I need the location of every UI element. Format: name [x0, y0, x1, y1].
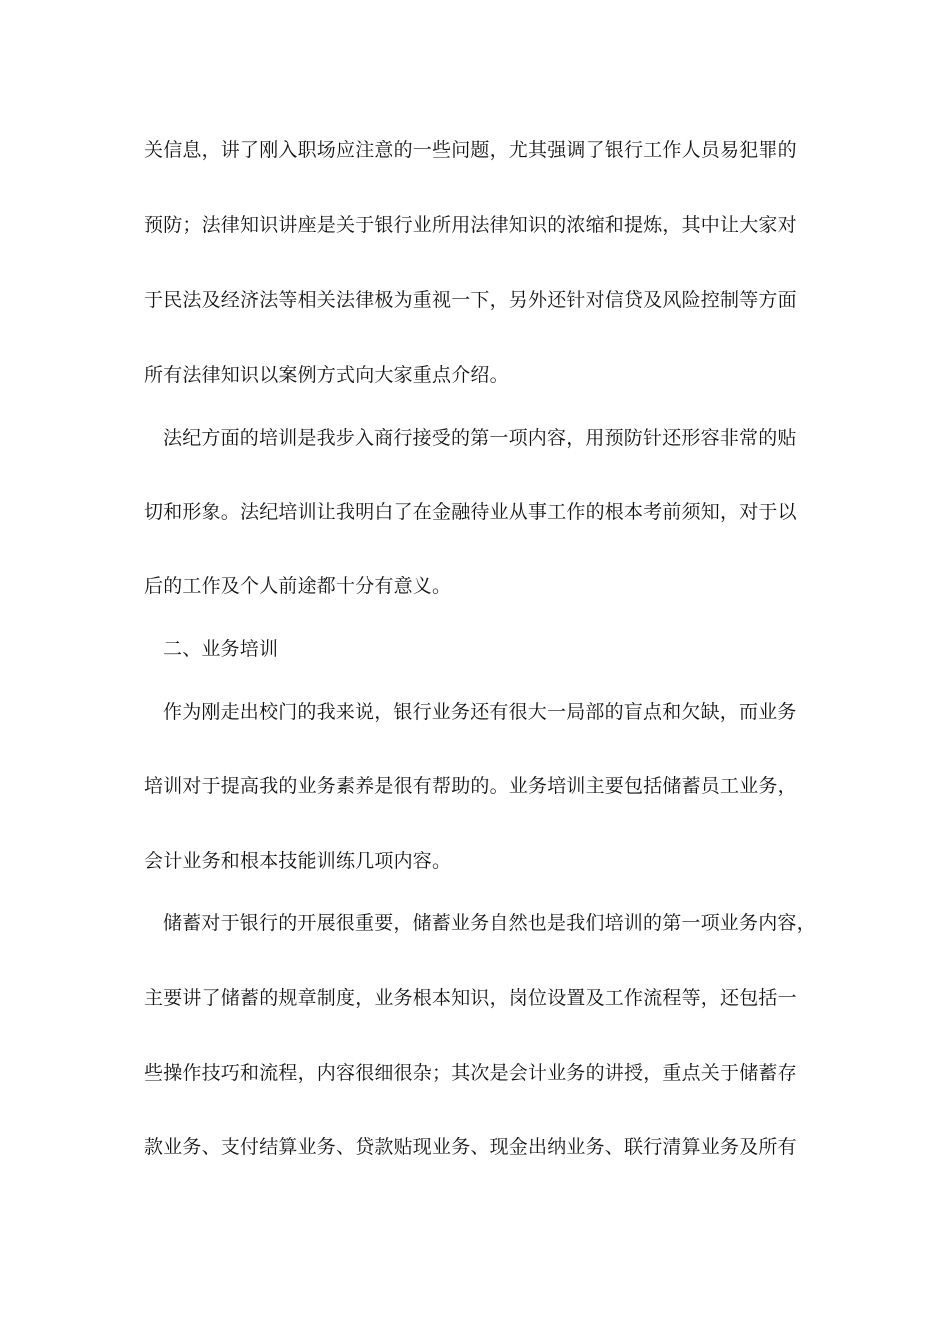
text-line: 切和形象。法纪培训让我明白了在金融待业从事工作的根本考前须知，对于以 — [144, 501, 797, 523]
paragraph-start-line: 作为刚走出校门的我来说，银行业务还有很大一局部的盲点和欠缺，而业务 — [163, 701, 797, 723]
text-line: 预防；法律知识讲座是关于银行业所用法律知识的浓缩和提炼，其中让大家对 — [144, 214, 797, 236]
text-line: 些操作技巧和流程，内容很细很杂；其次是会计业务的讲授，重点关于储蓄存 — [144, 1062, 797, 1084]
text-line: 主要讲了储蓄的规章制度，业务根本知识，岗位设置及工作流程等，还包括一 — [144, 987, 797, 1009]
text-line: 款业务、支付结算业务、贷款贴现业务、现金出纳业务、联行清算业务及所有 — [144, 1136, 797, 1158]
text-line: 所有法律知识以案例方式向大家重点介绍。 — [144, 364, 509, 386]
text-line: 后的工作及个人前途都十分有意义。 — [144, 575, 452, 597]
paragraph-start-line: 法纪方面的培训是我步入商行接受的第一项内容，用预防针还形容非常的贴 — [163, 427, 797, 449]
text-line: 关信息，讲了刚入职场应注意的一些问题，尤其强调了银行工作人员易犯罪的 — [144, 139, 797, 161]
text-line: 于民法及经济法等相关法律极为重视一下，另外还针对信贷及风险控制等方面 — [144, 289, 797, 311]
text-line: 培训对于提高我的业务素养是很有帮助的。业务培训主要包括储蓄员工业务， — [144, 775, 797, 797]
text-line: 会计业务和根本技能训练几项内容。 — [144, 850, 452, 872]
section-heading: 二、业务培训 — [163, 638, 279, 660]
paragraph-start-line: 储蓄对于银行的开展很重要，储蓄业务自然也是我们培训的第一项业务内容， — [163, 912, 816, 934]
